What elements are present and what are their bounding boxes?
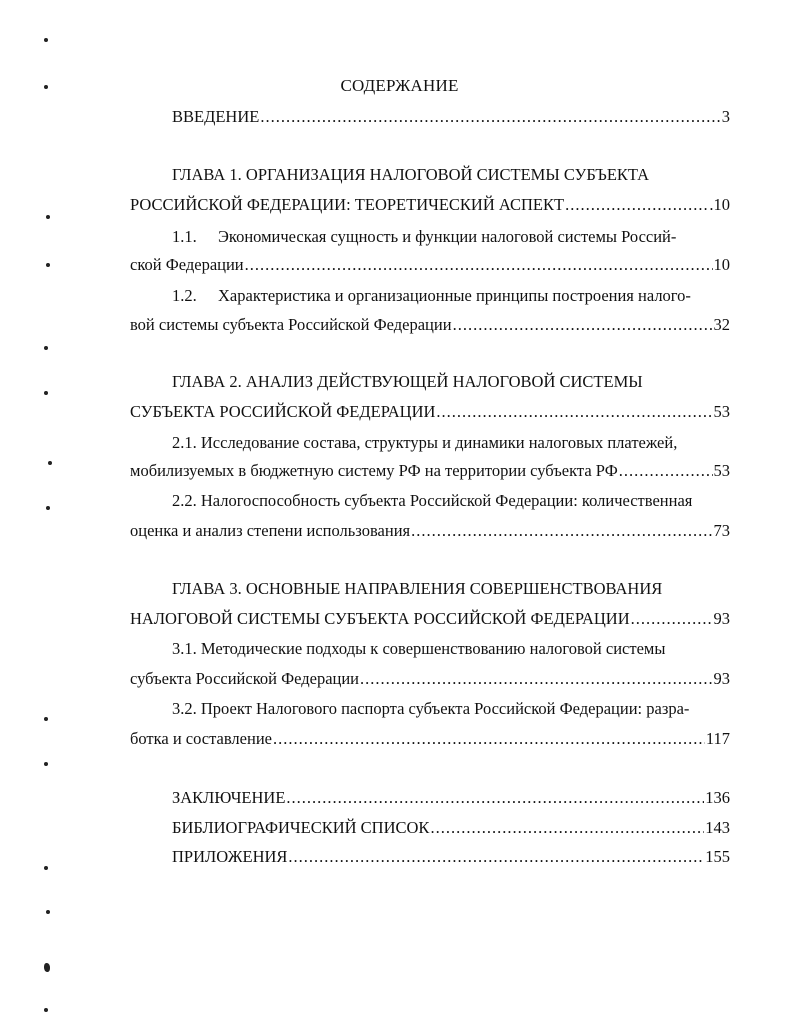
- toc-page-number: 155: [705, 847, 730, 866]
- section-2-1-line1[interactable]: 2.1. Исследование состава, структуры и динамики налоговых платежей,: [172, 433, 678, 452]
- scan-speck: [46, 263, 50, 267]
- section-3-1-line2[interactable]: [130, 667, 730, 691]
- section-1-1-line2[interactable]: [130, 253, 730, 277]
- toc-page-number: .10: [709, 195, 730, 214]
- dot-leader: [631, 607, 713, 631]
- dot-leader: [436, 400, 712, 424]
- scan-speck: [44, 346, 48, 350]
- chapter-3-title-line2[interactable]: [130, 607, 730, 631]
- section-2-2-line1[interactable]: 2.2. Налогоспособность субъекта Российской Федерации: количественная: [172, 491, 693, 510]
- scan-speck: [44, 963, 50, 972]
- scan-speck: [44, 38, 48, 42]
- toc-page-number: 93: [713, 609, 730, 628]
- toc-page-number: 32: [713, 315, 730, 334]
- section-number: 1.1.: [172, 227, 197, 246]
- scan-speck: [46, 215, 50, 219]
- toc-page-number: 10: [713, 255, 730, 274]
- toc-entry-label: ской Федерации: [130, 255, 244, 274]
- section-title: Экономическая сущность и функции налоговой системы Россий-: [218, 227, 677, 246]
- toc-page-number: 3: [721, 107, 730, 126]
- dot-leader: [260, 105, 720, 129]
- toc-entry-label: ПРИЛОЖЕНИЯ: [172, 847, 288, 866]
- section-3-2-line2[interactable]: [130, 727, 730, 751]
- toc-entry-appendices[interactable]: [172, 845, 730, 869]
- chapter-3-title-line1[interactable]: ГЛАВА 3. ОСНОВНЫЕ НАПРАВЛЕНИЯ СОВЕРШЕНСТВОВАНИЯ: [172, 579, 663, 598]
- chapter-2-title-line1[interactable]: ГЛАВА 2. АНАЛИЗ ДЕЙСТВУЮЩЕЙ НАЛОГОВОЙ СИСТЕМЫ: [172, 372, 643, 391]
- dot-leader: [430, 816, 704, 840]
- section-1-2-line2[interactable]: [130, 313, 730, 337]
- scan-speck: [44, 85, 48, 89]
- toc-page-number: 73: [713, 521, 730, 540]
- section-1-2-line1[interactable]: [172, 284, 730, 308]
- scan-speck: [44, 762, 48, 766]
- scan-speck: [44, 1008, 48, 1012]
- toc-entry-label: РОССИЙСКОЙ ФЕДЕРАЦИИ: ТЕОРЕТИЧЕСКИЙ АСПЕКТ: [130, 195, 565, 214]
- scan-speck: [44, 717, 48, 721]
- section-3-1-line1[interactable]: 3.1. Методические подходы к совершенствованию налоговой системы: [172, 639, 666, 658]
- dot-leader: [411, 519, 712, 543]
- page-title: СОДЕРЖАНИЕ: [340, 76, 459, 95]
- toc-entry-label: ботка и составление: [130, 729, 272, 748]
- toc-page-number: 143: [705, 818, 730, 837]
- dot-leader: [286, 786, 704, 810]
- toc-entry-conclusion[interactable]: [172, 786, 730, 810]
- chapter-1-title-line2[interactable]: [130, 193, 730, 217]
- toc-page-number: 136: [705, 788, 730, 807]
- toc-entry-label: вой системы субъекта Российской Федерации: [130, 315, 452, 334]
- toc-page-number: 53: [713, 402, 730, 421]
- toc-entry-label: ЗАКЛЮЧЕНИЕ: [172, 788, 286, 807]
- toc-entry-label: мобилизуемых в бюджетную систему РФ на территории субъекта РФ: [130, 461, 618, 480]
- toc-page-number: 53: [713, 461, 730, 480]
- section-2-1-line2[interactable]: [130, 459, 730, 483]
- toc-page-number: 93: [713, 669, 730, 688]
- dot-leader: [360, 667, 712, 691]
- dot-leader: [273, 727, 705, 751]
- chapter-1-title-line1[interactable]: ГЛАВА 1. ОРГАНИЗАЦИЯ НАЛОГОВОЙ СИСТЕМЫ СУБЪЕКТА: [172, 165, 650, 184]
- section-3-2-line1[interactable]: 3.2. Проект Налогового паспорта субъекта Российской Федерации: разра-: [172, 699, 690, 718]
- section-1-1-line1[interactable]: [172, 225, 730, 249]
- toc-entry-label: ВВЕДЕНИЕ: [172, 107, 260, 126]
- scan-speck: [46, 910, 50, 914]
- toc-entry-label: НАЛОГОВОЙ СИСТЕМЫ СУБЪЕКТА РОССИЙСКОЙ ФЕДЕРАЦИИ: [130, 609, 630, 628]
- dot-leader: [288, 845, 704, 869]
- toc-entry-intro[interactable]: [172, 105, 730, 129]
- section-2-2-line2[interactable]: [130, 519, 730, 543]
- toc-entry-label: БИБЛИОГРАФИЧЕСКИЙ СПИСОК: [172, 818, 430, 837]
- scan-speck: [44, 866, 48, 870]
- dot-leader: [245, 253, 713, 277]
- toc-entry-label: субъекта Российской Федерации: [130, 669, 360, 688]
- section-title: Характеристика и организационные принципы построения налого-: [218, 286, 691, 305]
- scan-speck: [48, 461, 52, 465]
- toc-entry-bibliography[interactable]: [172, 816, 730, 840]
- scan-speck: [44, 391, 48, 395]
- toc-page-number: 117: [705, 729, 730, 748]
- scan-speck: [46, 506, 50, 510]
- section-number: 1.2.: [172, 286, 197, 305]
- toc-entry-label: оценка и анализ степени использования: [130, 521, 411, 540]
- dot-leader: [565, 193, 708, 217]
- chapter-2-title-line2[interactable]: [130, 400, 730, 424]
- toc-entry-label: СУБЪЕКТА РОССИЙСКОЙ ФЕДЕРАЦИИ: [130, 402, 436, 421]
- dot-leader: [453, 313, 713, 337]
- dot-leader: [619, 459, 713, 483]
